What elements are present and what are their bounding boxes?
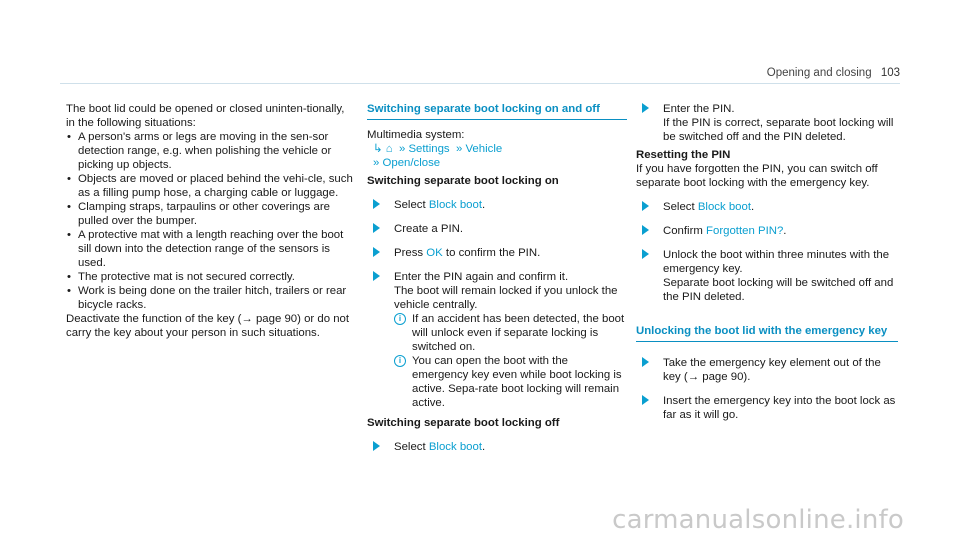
step-confirm-forgotten: Confirm Forgotten PIN?.: [636, 224, 898, 238]
menu-item-vehicle[interactable]: Vehicle: [465, 143, 503, 155]
double-chevron-icon: »: [373, 157, 380, 169]
double-chevron-icon: »: [395, 143, 406, 155]
block-boot-link[interactable]: Block boot: [428, 199, 483, 211]
header-divider: [60, 83, 900, 84]
step-enter-pin: Enter the PIN. If the PIN is correct, separate boot locking will be switched off and the PIN deleted.: [636, 102, 898, 144]
info-icon: i: [394, 313, 406, 325]
step-arrow-icon: [642, 395, 649, 405]
list-item: • Objects are moved or placed behind the vehi-cle, such as a filling pump hose, a charging cable or luggage.: [67, 173, 353, 199]
list-item: • A person's arms or legs are moving in the sen-sor detection range, e.g. when polishing the vehicle or picking up objects.: [67, 131, 332, 171]
page-header: [767, 66, 900, 80]
menu-item-settings[interactable]: Settings: [408, 143, 450, 155]
forgotten-pin-link[interactable]: Forgotten PIN?: [706, 225, 784, 237]
step-arrow-icon: [642, 357, 649, 367]
step-select-block-boot-reset: Select Block boot.: [636, 200, 898, 214]
block-boot-link[interactable]: Block boot: [428, 441, 483, 453]
subheading-switch-on: Switching separate boot locking on: [367, 175, 559, 187]
step-arrow-icon: [642, 225, 649, 235]
step-confirm-pin: Enter the PIN again and confirm it. The boot will remain locked if you unlock the vehicle centrally.: [367, 270, 627, 312]
list-item: • Work is being done on the trailer hitch, trailers or rear bicycle racks.: [67, 285, 347, 311]
subheading-switch-off: Switching separate boot locking off: [367, 417, 560, 429]
situations-list: [66, 130, 356, 312]
section-title: Opening and closing: [766, 67, 872, 79]
section-heading-emergency-key: Unlocking the boot lid with the emergency key: [636, 324, 898, 342]
page-number: 103: [880, 67, 900, 79]
step-arrow-icon: [642, 103, 649, 113]
step-press-ok: Press OK to confirm the PIN.: [367, 246, 627, 260]
list-item: • The protective mat is not secured correctly.: [67, 271, 295, 283]
deactivate-text: Deactivate the function of the key (→ page 90) or do not carry the key about your person in such situations.: [66, 313, 350, 339]
menu-path: [367, 142, 627, 156]
step-select-block-boot: Select Block boot.: [367, 198, 627, 212]
section-heading-boot-locking: Switching separate boot locking on and off: [367, 102, 627, 120]
note-accident: i If an accident has been detected, the boot will unlock even if separate locking is switched on.: [367, 312, 627, 354]
step-select-block-boot-off: Select Block boot.: [367, 440, 627, 454]
page-ref-link[interactable]: → page 90: [241, 313, 298, 325]
step-unlock-emergency: Unlock the boot within three minutes with the emergency key. Separate boot locking will be switched off and the PIN deleted.: [636, 248, 898, 304]
home-icon[interactable]: ⌂: [385, 143, 393, 155]
step-arrow-icon: [373, 223, 380, 233]
intro-text: The boot lid could be opened or closed uninten-tionally, in the following situations:: [66, 103, 345, 129]
system-label: Multimedia system:: [367, 129, 465, 141]
step-take-key: Take the emergency key element out of the key (→ page 90).: [636, 356, 898, 384]
step-arrow-icon: [373, 199, 380, 209]
step-arrow-icon: [373, 271, 380, 281]
step-arrow-icon: [373, 441, 380, 451]
column-1: [66, 102, 356, 340]
step-arrow-icon: [642, 201, 649, 211]
return-arrow-icon: ↳: [373, 143, 383, 155]
step-arrow-icon: [642, 249, 649, 259]
note-emergency-key: i You can open the boot with the emergency key even while boot locking is active. Sepa-rate boot locking will remain active.: [367, 354, 627, 410]
list-item: • A protective mat with a length reaching over the boot sill down into the detection range of the sensors is used.: [67, 229, 344, 269]
menu-item-open-close[interactable]: Open/close: [382, 157, 441, 169]
ok-link[interactable]: OK: [426, 247, 443, 259]
column-3: [636, 102, 898, 422]
info-icon: i: [394, 355, 406, 367]
step-create-pin: Create a PIN.: [367, 222, 627, 236]
watermark: carmanualsonline.info: [612, 505, 904, 535]
step-insert-key: Insert the emergency key into the boot lock as far as it will go.: [636, 394, 898, 422]
page-ref-link[interactable]: → page 90: [687, 371, 744, 383]
double-chevron-icon: »: [452, 143, 463, 155]
subheading-reset-pin: Resetting the PIN: [636, 149, 731, 161]
column-2: [367, 102, 627, 454]
list-item: • Clamping straps, tarpaulins or other coverings are pulled over the bumper.: [67, 201, 330, 227]
reset-text: If you have forgotten the PIN, you can switch off separate boot locking with the emergency key.: [636, 163, 878, 189]
block-boot-link[interactable]: Block boot: [697, 201, 752, 213]
menu-path-2: [367, 156, 627, 170]
step-arrow-icon: [373, 247, 380, 257]
